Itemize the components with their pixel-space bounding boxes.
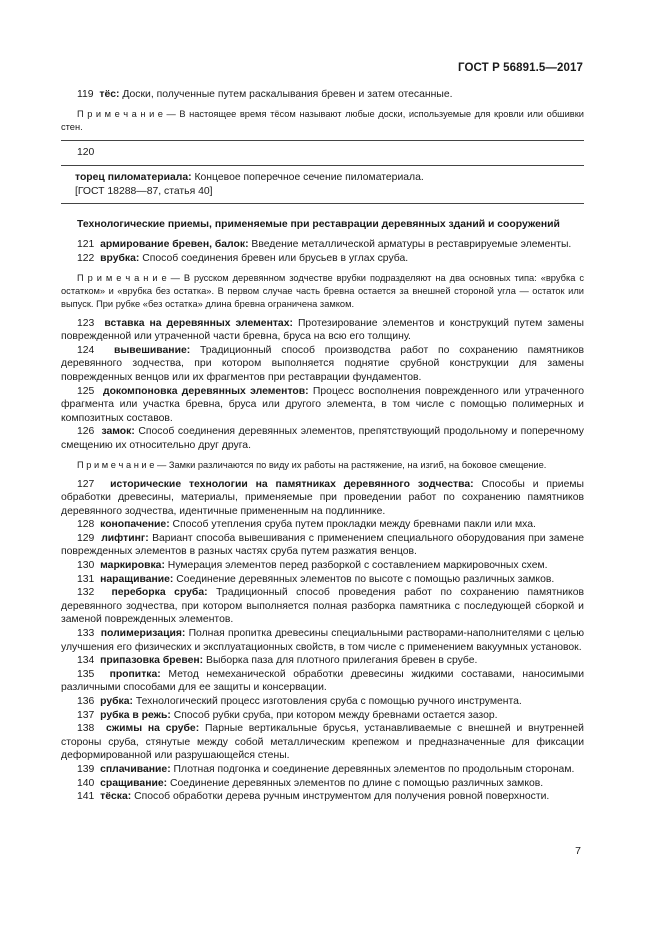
entry-number: 135 [77,668,95,680]
note-label: П р и м е ч а н и е [77,459,155,470]
entry-term: маркировка: [100,560,165,572]
entry-term: сжимы на срубе: [105,723,200,735]
entry-131 [61,573,584,587]
entry-122 [61,252,584,266]
divider [61,140,584,141]
entry-definition: Полная пропитка древесины специальными растворами-наполнителями с целью улучшения его физических и эксплуатационных свойств, в том числе с применением вакуумных установок. [61,628,584,653]
box-reference: [ГОСТ 18288—87, статья 40] [75,185,213,197]
entry-137 [61,709,584,723]
entry-term: пропитка: [109,668,161,680]
entry-140 [61,777,584,791]
entry-126 [61,425,584,452]
entry-number: 134 [77,655,95,667]
entries-group-b [61,317,584,453]
entry-term: исторические технологии на памятниках деревянного зодчества: [110,478,474,490]
entry-124 [61,344,584,385]
note-text: — Замки различаются по виду их работы на растяжение, на изгиб, на боковое смещение. [154,459,547,470]
entry-number: 126 [77,426,95,438]
section-title: Технологические приемы, применяемые при реставрации деревянных зданий и сооружений [77,219,560,231]
entry-definition: Традиционный способ проведения работ по сохранению памятников деревянного зодчества, при котором выполняется полная разборка памятника с последующей сборкой и заменой поврежденных элементов. [61,587,584,626]
entry-definition: Традиционный способ производства работ по сохранению памятников деревянного зодчества, при котором выполняется поднятие срубной конструкции для замены поврежденных венцов или их фрагментов при реставрации фундаментов. [61,344,585,383]
entry-132 [61,586,584,627]
entry-definition: Технологический процесс изготовления сруба с помощью ручного инструмента. [132,696,522,707]
entry-term: переборка сруба: [111,587,208,599]
entry-number: 137 [77,709,95,721]
entry-definition: Протезирование элементов и конструкций путем замены поврежденной или утраченной части бревна, бруса на всю его толщину. [61,317,584,343]
entry-138 [61,722,584,763]
entry-number: 138 [77,723,95,735]
entry-127 [61,478,584,519]
entry-term: тёс: [99,89,120,100]
entry-definition: Метод немеханической обработки древесины жидкими составами, наносимыми различными способами для ее защиты и консервации. [61,668,584,694]
entry-139 [61,763,584,777]
entry-definition: Введение металлической арматуры в реставрируемые элементы. [248,239,572,251]
entry-number: 132 [77,587,95,599]
entry-term: конопачение: [100,519,170,531]
entry-definition: Способ обработки дерева ручным инструментом для получения ровной поверхности. [131,791,550,803]
entry-definition: Концевое поперечное сечение пиломатериала. [191,172,424,184]
entry-number: 122 [77,252,95,264]
entry-number: 120 [77,146,95,158]
entry-definition: Способ утепления сруба путем прокладки между бревнами пакли или мха. [169,519,536,531]
entry-term: припазовка бревен: [100,655,204,667]
entry-definition: Выборка паза для плотного прилегания бревен в срубе. [203,655,478,667]
entry-120 [61,146,584,160]
entry-number: 127 [77,478,95,490]
note [61,108,584,134]
entry-definition: Способ рубки сруба, при котором между бревнами остается зазор. [170,709,498,721]
entry-definition: Способы и приемы обработки древесины, материалы, применяемые при проведении работ по сохранению памятников деревянного зодчества, идентичные примененным на подлиннике. [61,478,584,517]
entry-136 [61,695,584,709]
entry-term: докомпоновка деревянных элементов: [102,385,309,397]
entry-130 [61,559,584,573]
entry-number: 133 [77,628,95,640]
entry-definition: Способ соединения бревен или брусьев в углах сруба. [139,252,409,264]
entry-definition: Вариант способа вывешивания с применением специального оборудования при замене поврежденных элементов в разных частях сруба путем разжатия венцов. [61,532,585,558]
entry-term: рубка в режь: [100,709,171,721]
note [61,459,584,472]
entry-definition: Соединение деревянных элементов по длине с помощью различных замков. [167,777,544,789]
note-text: — В русском деревянном зодчестве врубки подразделяют на два основных типа: «врубка с остатком» и «врубка без остатка». В первом случае часть бревна остается за внешней стороной угла — остаток или выпуск. При рубке «без остатка» длина бревна ограничена замком. [61,272,584,309]
entry-119 [61,88,584,102]
entry-term: сплачивание: [100,763,171,775]
entry-term: армирование бревен, балок: [100,239,249,251]
entry-133 [61,627,584,654]
entry-number: 123 [77,317,95,329]
entry-121 [61,238,584,252]
box-definition [75,171,570,185]
entries-group-a [61,238,584,265]
page-number: 7 [575,845,581,857]
note-text: — В настоящее время тёсом называют любые доски, используемые для кровли или обшивки стен. [61,108,584,132]
entry-number: 119 [77,89,94,100]
entry-term: сращивание: [100,777,168,789]
entry-definition: Соединение деревянных элементов по высоте с помощью различных замков. [173,573,555,585]
entry-number: 130 [77,560,95,572]
entry-number: 124 [77,344,95,356]
entry-number: 139 [77,763,95,775]
standard-header: ГОСТ Р 56891.5—2017 [458,62,583,74]
entry-definition: Доски, полученные путем раскалывания бревен и затем отесанные. [119,89,453,100]
entry-number: 128 [77,519,95,531]
entry-128 [61,518,584,532]
entry-123 [61,317,584,344]
entry-term: полимеризация: [100,628,186,640]
entry-term: врубка: [100,252,140,264]
entry-134 [61,654,584,668]
entry-number: 125 [77,385,95,397]
entries-group-c [61,478,584,804]
entry-number: 131 [77,573,95,585]
entry-term: торец пиломатериала: [75,172,192,184]
entry-number: 141 [77,791,95,803]
entry-definition: Процесс восполнения поврежденного или утраченного фрагмента или участка бревна, бруса или другого элемента, в том числе с помощью полимерных и композитных составов. [61,385,584,424]
entry-term: лифтинг: [101,532,149,544]
entry-definition: Плотная подгонка и соединение деревянных элементов по продольным сторонам. [170,763,575,775]
entry-129 [61,532,584,559]
reference-box [61,165,584,204]
note [61,272,584,311]
entry-term: наращивание: [100,573,174,585]
page-content [61,88,584,804]
entry-term: рубка: [100,696,133,707]
entry-125 [61,385,584,426]
entry-term: вставка на деревянных элементах: [104,317,293,329]
note-label: П р и м е ч а н и е [77,272,167,283]
entry-definition: Парные вертикальные брусья, устанавливаемые с внешней и внутренней стороны сруба, стянутые между собой металлическим крепежом и предназначенные для фиксации деформированной или разрушающейся стены. [61,723,584,762]
entry-number: 140 [77,777,95,789]
entry-135 [61,668,584,695]
entry-term: вывешивание: [113,344,191,356]
entry-definition: Способ соединения деревянных элементов, препятствующий продольному и поперечному смещению их относительно друг друга. [61,426,584,451]
entry-141 [61,790,584,804]
entry-term: тёска: [100,791,132,803]
entry-definition: Нумерация элементов перед разборкой с составлением маркировочных схем. [164,560,548,572]
entry-number: 129 [77,532,95,544]
entry-number: 136 [77,696,95,707]
note-label: П р и м е ч а н и е [77,108,163,119]
entry-term: замок: [101,426,135,438]
entry-number: 121 [77,239,95,251]
